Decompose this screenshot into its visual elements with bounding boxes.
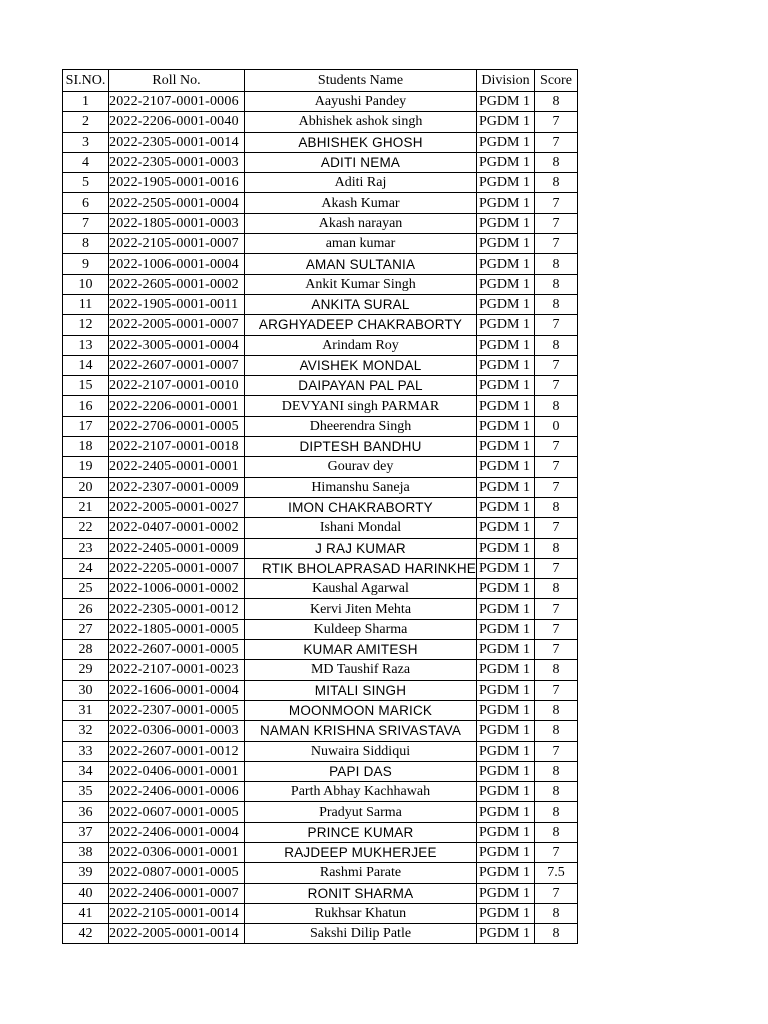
table-row <box>63 376 578 396</box>
cell-division: PGDM 1 <box>477 619 535 639</box>
cell-student-name: Parth Abhay Kachhawah <box>245 782 477 802</box>
cell-sno: 17 <box>63 416 109 436</box>
cell-student-name: KUMAR AMITESH <box>245 640 477 660</box>
cell-division: PGDM 1 <box>477 842 535 862</box>
table-row <box>63 355 578 375</box>
table-row <box>63 883 578 903</box>
cell-sno: 14 <box>63 355 109 375</box>
cell-sno: 26 <box>63 599 109 619</box>
cell-sno: 9 <box>63 254 109 274</box>
table-row <box>63 924 578 944</box>
cell-sno: 24 <box>63 558 109 578</box>
table-row <box>63 497 578 517</box>
cell-division: PGDM 1 <box>477 112 535 132</box>
cell-score: 7 <box>535 680 578 700</box>
cell-sno: 20 <box>63 477 109 497</box>
cell-student-name: Ankit Kumar Singh <box>245 274 477 294</box>
cell-division: PGDM 1 <box>477 924 535 944</box>
cell-student-name: DIPTESH BANDHU <box>245 437 477 457</box>
cell-score: 7 <box>535 112 578 132</box>
cell-score: 7 <box>535 477 578 497</box>
cell-student-name: RONIT SHARMA <box>245 883 477 903</box>
table-row <box>63 437 578 457</box>
cell-score: 8 <box>535 335 578 355</box>
cell-roll-no: 2022-1805-0001-0005 <box>109 619 245 639</box>
header-students-name: Students Name <box>245 70 477 92</box>
cell-roll-no: 2022-0306-0001-0003 <box>109 721 245 741</box>
cell-student-name: RTIK BHOLAPRASAD HARINKHE <box>245 558 477 578</box>
cell-score: 8 <box>535 294 578 314</box>
table-row <box>63 416 578 436</box>
cell-sno: 35 <box>63 782 109 802</box>
cell-score: 8 <box>535 173 578 193</box>
cell-score: 7 <box>535 883 578 903</box>
cell-roll-no: 2022-2305-0001-0003 <box>109 152 245 172</box>
cell-roll-no: 2022-0607-0001-0005 <box>109 802 245 822</box>
cell-sno: 7 <box>63 213 109 233</box>
table-row <box>63 761 578 781</box>
cell-division: PGDM 1 <box>477 335 535 355</box>
cell-roll-no: 2022-2107-0001-0018 <box>109 437 245 457</box>
table-row <box>63 741 578 761</box>
cell-sno: 10 <box>63 274 109 294</box>
table-row <box>63 92 578 112</box>
cell-roll-no: 2022-2607-0001-0007 <box>109 355 245 375</box>
table-row <box>63 173 578 193</box>
cell-roll-no: 2022-2406-0001-0007 <box>109 883 245 903</box>
cell-score: 7 <box>535 315 578 335</box>
cell-score: 8 <box>535 152 578 172</box>
cell-student-name: Kuldeep Sharma <box>245 619 477 639</box>
cell-student-name: Arindam Roy <box>245 335 477 355</box>
cell-roll-no: 2022-2105-0001-0014 <box>109 903 245 923</box>
cell-score: 7 <box>535 213 578 233</box>
cell-score: 7 <box>535 132 578 152</box>
table-row <box>63 822 578 842</box>
cell-sno: 31 <box>63 700 109 720</box>
cell-score: 7 <box>535 599 578 619</box>
cell-division: PGDM 1 <box>477 437 535 457</box>
cell-student-name: AMAN SULTANIA <box>245 254 477 274</box>
cell-student-name: Aditi Raj <box>245 173 477 193</box>
cell-roll-no: 2022-2005-0001-0007 <box>109 315 245 335</box>
cell-student-name: J RAJ KUMAR <box>245 538 477 558</box>
cell-roll-no: 2022-2107-0001-0023 <box>109 660 245 680</box>
table-row <box>63 721 578 741</box>
cell-sno: 8 <box>63 234 109 254</box>
cell-division: PGDM 1 <box>477 802 535 822</box>
cell-division: PGDM 1 <box>477 761 535 781</box>
cell-student-name: IMON CHAKRABORTY <box>245 497 477 517</box>
cell-roll-no: 2022-0406-0001-0001 <box>109 761 245 781</box>
cell-student-name: RAJDEEP MUKHERJEE <box>245 842 477 862</box>
table-row <box>63 640 578 660</box>
cell-roll-no: 2022-1606-0001-0004 <box>109 680 245 700</box>
cell-score: 8 <box>535 396 578 416</box>
cell-score: 8 <box>535 274 578 294</box>
cell-student-name: MOONMOON MARICK <box>245 700 477 720</box>
table-row <box>63 538 578 558</box>
cell-division: PGDM 1 <box>477 477 535 497</box>
cell-score: 8 <box>535 254 578 274</box>
cell-division: PGDM 1 <box>477 213 535 233</box>
table-row <box>63 660 578 680</box>
header-score: Score <box>535 70 578 92</box>
cell-student-name: Pradyut Sarma <box>245 802 477 822</box>
cell-score: 8 <box>535 92 578 112</box>
table-row <box>63 457 578 477</box>
table-row <box>63 193 578 213</box>
table-row <box>63 802 578 822</box>
cell-score: 8 <box>535 903 578 923</box>
cell-roll-no: 2022-2307-0001-0005 <box>109 700 245 720</box>
cell-score: 7 <box>535 376 578 396</box>
cell-division: PGDM 1 <box>477 457 535 477</box>
header-row <box>63 70 578 92</box>
cell-score: 8 <box>535 782 578 802</box>
cell-score: 8 <box>535 802 578 822</box>
cell-sno: 3 <box>63 132 109 152</box>
cell-sno: 2 <box>63 112 109 132</box>
cell-score: 7 <box>535 437 578 457</box>
cell-division: PGDM 1 <box>477 518 535 538</box>
header-roll-no: Roll No. <box>109 70 245 92</box>
cell-student-name: ABHISHEK GHOSH <box>245 132 477 152</box>
cell-student-name: PRINCE KUMAR <box>245 822 477 842</box>
cell-student-name: PAPI DAS <box>245 761 477 781</box>
cell-division: PGDM 1 <box>477 315 535 335</box>
cell-roll-no: 2022-2607-0001-0005 <box>109 640 245 660</box>
cell-roll-no: 2022-2406-0001-0004 <box>109 822 245 842</box>
cell-sno: 19 <box>63 457 109 477</box>
cell-division: PGDM 1 <box>477 680 535 700</box>
cell-roll-no: 2022-0306-0001-0001 <box>109 842 245 862</box>
cell-division: PGDM 1 <box>477 700 535 720</box>
table-row <box>63 842 578 862</box>
table-row <box>63 213 578 233</box>
cell-division: PGDM 1 <box>477 355 535 375</box>
table-row <box>63 518 578 538</box>
cell-student-name: MD Taushif Raza <box>245 660 477 680</box>
cell-division: PGDM 1 <box>477 558 535 578</box>
table-row <box>63 234 578 254</box>
cell-student-name: NAMAN KRISHNA SRIVASTAVA <box>245 721 477 741</box>
cell-score: 8 <box>535 761 578 781</box>
cell-student-name: Akash narayan <box>245 213 477 233</box>
cell-sno: 22 <box>63 518 109 538</box>
cell-sno: 4 <box>63 152 109 172</box>
cell-sno: 33 <box>63 741 109 761</box>
table-row <box>63 254 578 274</box>
cell-student-name: Ishani Mondal <box>245 518 477 538</box>
cell-score: 8 <box>535 660 578 680</box>
cell-division: PGDM 1 <box>477 254 535 274</box>
cell-score: 7 <box>535 518 578 538</box>
cell-sno: 23 <box>63 538 109 558</box>
cell-roll-no: 2022-1905-0001-0011 <box>109 294 245 314</box>
cell-roll-no: 2022-2405-0001-0001 <box>109 457 245 477</box>
cell-score: 7 <box>535 640 578 660</box>
cell-sno: 32 <box>63 721 109 741</box>
table-row <box>63 863 578 883</box>
cell-sno: 38 <box>63 842 109 862</box>
cell-student-name: Gourav dey <box>245 457 477 477</box>
table-row <box>63 335 578 355</box>
cell-score: 8 <box>535 700 578 720</box>
table-row <box>63 579 578 599</box>
cell-sno: 1 <box>63 92 109 112</box>
cell-division: PGDM 1 <box>477 660 535 680</box>
cell-sno: 18 <box>63 437 109 457</box>
cell-student-name: DAIPAYAN PAL PAL <box>245 376 477 396</box>
cell-student-name: Rashmi Parate <box>245 863 477 883</box>
header-division: Division <box>477 70 535 92</box>
cell-division: PGDM 1 <box>477 193 535 213</box>
cell-student-name: aman kumar <box>245 234 477 254</box>
cell-score: 7 <box>535 234 578 254</box>
cell-division: PGDM 1 <box>477 721 535 741</box>
cell-roll-no: 2022-2706-0001-0005 <box>109 416 245 436</box>
cell-roll-no: 2022-2406-0001-0006 <box>109 782 245 802</box>
cell-sno: 41 <box>63 903 109 923</box>
cell-student-name: Nuwaira Siddiqui <box>245 741 477 761</box>
cell-sno: 36 <box>63 802 109 822</box>
cell-score: 8 <box>535 822 578 842</box>
cell-roll-no: 2022-2305-0001-0014 <box>109 132 245 152</box>
cell-roll-no: 2022-2005-0001-0027 <box>109 497 245 517</box>
table-row <box>63 700 578 720</box>
cell-division: PGDM 1 <box>477 92 535 112</box>
cell-score: 8 <box>535 497 578 517</box>
cell-sno: 29 <box>63 660 109 680</box>
cell-sno: 39 <box>63 863 109 883</box>
cell-student-name: MITALI SINGH <box>245 680 477 700</box>
cell-score: 7 <box>535 741 578 761</box>
cell-sno: 15 <box>63 376 109 396</box>
cell-roll-no: 2022-1805-0001-0003 <box>109 213 245 233</box>
cell-division: PGDM 1 <box>477 782 535 802</box>
cell-division: PGDM 1 <box>477 863 535 883</box>
cell-score: 7 <box>535 193 578 213</box>
cell-roll-no: 2022-2206-0001-0040 <box>109 112 245 132</box>
cell-score: 8 <box>535 924 578 944</box>
cell-roll-no: 2022-2206-0001-0001 <box>109 396 245 416</box>
cell-roll-no: 2022-1006-0001-0002 <box>109 579 245 599</box>
header-sno: SI.NO. <box>63 70 109 92</box>
cell-student-name: ADITI NEMA <box>245 152 477 172</box>
cell-score: 8 <box>535 538 578 558</box>
cell-sno: 30 <box>63 680 109 700</box>
cell-score: 8 <box>535 579 578 599</box>
cell-roll-no: 2022-2107-0001-0010 <box>109 376 245 396</box>
cell-student-name: DEVYANI singh PARMAR <box>245 396 477 416</box>
table-row <box>63 152 578 172</box>
cell-sno: 34 <box>63 761 109 781</box>
cell-roll-no: 2022-2505-0001-0004 <box>109 193 245 213</box>
cell-roll-no: 2022-2205-0001-0007 <box>109 558 245 578</box>
cell-student-name: Kaushal Agarwal <box>245 579 477 599</box>
cell-score: 7 <box>535 558 578 578</box>
cell-sno: 27 <box>63 619 109 639</box>
cell-division: PGDM 1 <box>477 274 535 294</box>
table-row <box>63 599 578 619</box>
cell-student-name: ARGHYADEEP CHAKRABORTY <box>245 315 477 335</box>
cell-student-name: Sakshi Dilip Patle <box>245 924 477 944</box>
cell-sno: 42 <box>63 924 109 944</box>
cell-sno: 11 <box>63 294 109 314</box>
cell-division: PGDM 1 <box>477 294 535 314</box>
cell-sno: 28 <box>63 640 109 660</box>
table-row <box>63 619 578 639</box>
cell-roll-no: 2022-0407-0001-0002 <box>109 518 245 538</box>
table-row <box>63 396 578 416</box>
cell-sno: 37 <box>63 822 109 842</box>
table-row <box>63 274 578 294</box>
cell-roll-no: 2022-2107-0001-0006 <box>109 92 245 112</box>
cell-sno: 40 <box>63 883 109 903</box>
table-row <box>63 294 578 314</box>
cell-student-name: Abhishek ashok singh <box>245 112 477 132</box>
cell-sno: 13 <box>63 335 109 355</box>
table-row <box>63 132 578 152</box>
cell-sno: 25 <box>63 579 109 599</box>
cell-division: PGDM 1 <box>477 822 535 842</box>
cell-division: PGDM 1 <box>477 903 535 923</box>
cell-score: 8 <box>535 721 578 741</box>
cell-student-name: Aayushi Pandey <box>245 92 477 112</box>
cell-sno: 6 <box>63 193 109 213</box>
cell-division: PGDM 1 <box>477 883 535 903</box>
cell-student-name: ANKITA SURAL <box>245 294 477 314</box>
cell-division: PGDM 1 <box>477 152 535 172</box>
cell-division: PGDM 1 <box>477 497 535 517</box>
cell-roll-no: 2022-1006-0001-0004 <box>109 254 245 274</box>
cell-roll-no: 2022-2605-0001-0002 <box>109 274 245 294</box>
cell-score: 0 <box>535 416 578 436</box>
table-row <box>63 112 578 132</box>
cell-division: PGDM 1 <box>477 640 535 660</box>
cell-student-name: Akash Kumar <box>245 193 477 213</box>
cell-student-name: Kervi Jiten Mehta <box>245 599 477 619</box>
cell-division: PGDM 1 <box>477 416 535 436</box>
cell-score: 7 <box>535 457 578 477</box>
cell-roll-no: 2022-3005-0001-0004 <box>109 335 245 355</box>
cell-score: 7 <box>535 355 578 375</box>
table-body <box>63 92 578 944</box>
cell-division: PGDM 1 <box>477 599 535 619</box>
cell-division: PGDM 1 <box>477 579 535 599</box>
table-row <box>63 315 578 335</box>
cell-roll-no: 2022-0807-0001-0005 <box>109 863 245 883</box>
cell-student-name: Himanshu Saneja <box>245 477 477 497</box>
cell-sno: 12 <box>63 315 109 335</box>
cell-roll-no: 2022-2105-0001-0007 <box>109 234 245 254</box>
table-row <box>63 782 578 802</box>
cell-division: PGDM 1 <box>477 234 535 254</box>
cell-division: PGDM 1 <box>477 538 535 558</box>
cell-division: PGDM 1 <box>477 173 535 193</box>
student-score-table <box>62 69 578 944</box>
cell-score: 7 <box>535 619 578 639</box>
cell-sno: 5 <box>63 173 109 193</box>
cell-roll-no: 2022-2305-0001-0012 <box>109 599 245 619</box>
cell-division: PGDM 1 <box>477 132 535 152</box>
cell-sno: 16 <box>63 396 109 416</box>
cell-student-name: Rukhsar Khatun <box>245 903 477 923</box>
cell-division: PGDM 1 <box>477 396 535 416</box>
cell-roll-no: 2022-2307-0001-0009 <box>109 477 245 497</box>
cell-roll-no: 2022-1905-0001-0016 <box>109 173 245 193</box>
cell-roll-no: 2022-2405-0001-0009 <box>109 538 245 558</box>
cell-student-name: AVISHEK MONDAL <box>245 355 477 375</box>
table-row <box>63 903 578 923</box>
cell-sno: 21 <box>63 497 109 517</box>
cell-roll-no: 2022-2607-0001-0012 <box>109 741 245 761</box>
cell-student-name: Dheerendra Singh <box>245 416 477 436</box>
cell-division: PGDM 1 <box>477 741 535 761</box>
table-row <box>63 680 578 700</box>
cell-score: 7.5 <box>535 863 578 883</box>
cell-score: 7 <box>535 842 578 862</box>
cell-roll-no: 2022-2005-0001-0014 <box>109 924 245 944</box>
table-row <box>63 477 578 497</box>
table-row <box>63 558 578 578</box>
cell-division: PGDM 1 <box>477 376 535 396</box>
